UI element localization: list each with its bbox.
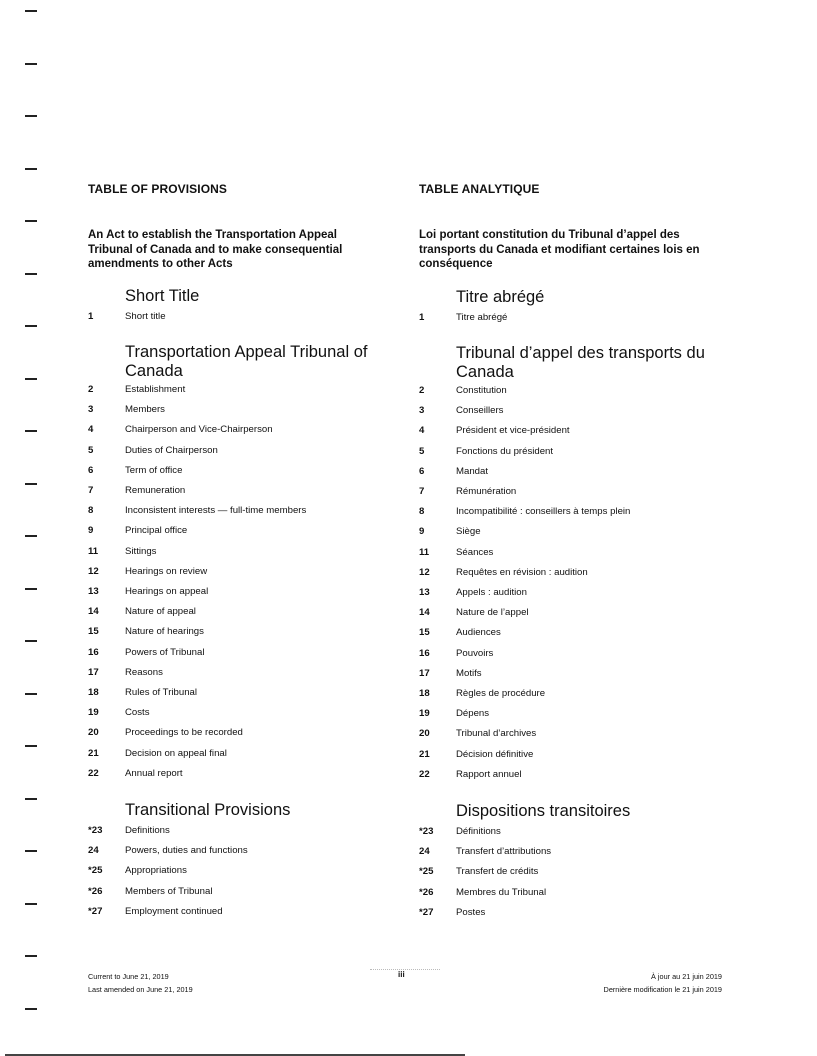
provision-number: *25 bbox=[88, 865, 103, 877]
provision-number: 21 bbox=[88, 747, 99, 759]
provision-label[interactable]: Appropriations bbox=[125, 865, 187, 877]
provision-label[interactable]: Employment continued bbox=[125, 905, 223, 917]
provision-number: 14 bbox=[88, 606, 99, 618]
provision-label[interactable]: Incompatibilité : conseillers à temps plein bbox=[456, 506, 631, 518]
provision-number: 1 bbox=[88, 311, 94, 322]
provision-label[interactable]: Definitions bbox=[125, 825, 170, 836]
provision-label[interactable]: Rémunération bbox=[456, 486, 517, 497]
current-to-date: À jour au 21 juin 2019 bbox=[651, 972, 722, 981]
provision-number: *26 bbox=[88, 885, 103, 897]
provision-label[interactable]: Dépens bbox=[456, 708, 490, 720]
provision-number: 6 bbox=[88, 464, 94, 476]
provision-label[interactable]: Appels : audition bbox=[456, 587, 527, 598]
margin-tick bbox=[25, 850, 37, 852]
provision-label[interactable]: Annual report bbox=[125, 767, 183, 779]
provision-label[interactable]: Transfert d’attributions bbox=[456, 846, 552, 858]
provision-number: 19 bbox=[88, 707, 99, 719]
provision-label[interactable]: Requêtes en révision : audition bbox=[456, 566, 588, 578]
provision-label[interactable]: Remuneration bbox=[125, 485, 186, 496]
english-footer bbox=[88, 970, 193, 996]
provision-label[interactable]: Nature de l’appel bbox=[456, 607, 529, 619]
provision-number: 11 bbox=[88, 545, 99, 557]
provision-number: 2 bbox=[88, 384, 94, 395]
provision-number: 12 bbox=[88, 565, 99, 577]
provision-number: 4 bbox=[88, 424, 94, 436]
provision-number: 13 bbox=[88, 586, 99, 597]
english-section-title: Short Title bbox=[125, 287, 200, 305]
provision-number: 20 bbox=[88, 727, 99, 739]
provision-label[interactable]: Titre abrégé bbox=[456, 312, 508, 323]
provision-number: 17 bbox=[88, 666, 99, 678]
provision-label[interactable]: Nature of hearings bbox=[125, 626, 204, 638]
provision-label[interactable]: Powers of Tribunal bbox=[125, 646, 205, 658]
provision-label[interactable]: Duties of Chairperson bbox=[125, 444, 218, 456]
provision-number: 7 bbox=[88, 485, 94, 496]
provision-number: 6 bbox=[419, 465, 425, 477]
provision-label[interactable]: Définitions bbox=[456, 826, 501, 837]
provision-label[interactable]: Chairperson and Vice-Chairperson bbox=[125, 424, 273, 436]
provision-label[interactable]: Reasons bbox=[125, 666, 163, 678]
english-act-title: An Act to establish the Transportation Appeal Tribunal of Canada and to make consequential amendments to other Acts bbox=[88, 229, 343, 270]
english-heading: TABLE OF PROVISIONS bbox=[88, 182, 228, 196]
margin-tick bbox=[25, 378, 37, 380]
provision-number: 18 bbox=[419, 688, 430, 699]
margin-tick bbox=[25, 955, 37, 957]
provision-label[interactable]: Fonctions du président bbox=[456, 445, 554, 457]
provision-label[interactable]: Pouvoirs bbox=[456, 647, 494, 659]
provision-label[interactable]: Proceedings to be recorded bbox=[125, 727, 243, 739]
provision-number: 8 bbox=[419, 506, 425, 518]
margin-tick bbox=[25, 63, 37, 65]
margin-tick bbox=[25, 798, 37, 800]
provision-label[interactable]: Short title bbox=[125, 311, 166, 322]
page-number-rule bbox=[370, 969, 440, 970]
french-heading: TABLE ANALYTIQUE bbox=[419, 182, 540, 196]
last-amended-date: Last amended on June 21, 2019 bbox=[88, 985, 193, 994]
provision-number: 1 bbox=[419, 312, 425, 323]
french-footer bbox=[604, 970, 722, 996]
provision-number: 13 bbox=[419, 587, 430, 598]
provision-number: 5 bbox=[419, 445, 425, 457]
margin-tick bbox=[25, 640, 37, 642]
provision-number: 9 bbox=[419, 526, 425, 538]
margin-tick bbox=[25, 168, 37, 170]
provision-number: 15 bbox=[88, 626, 99, 638]
margin-tick bbox=[25, 273, 37, 275]
french-section-title: Dispositions transitoires bbox=[456, 802, 631, 820]
provision-number: 11 bbox=[419, 546, 430, 558]
provision-label[interactable]: Siège bbox=[456, 526, 481, 538]
provision-number: 3 bbox=[419, 405, 425, 417]
provision-label[interactable]: Rapport annuel bbox=[456, 768, 522, 780]
provision-label[interactable]: Membres du Tribunal bbox=[456, 886, 547, 898]
provision-number: 5 bbox=[88, 444, 94, 456]
provision-number: 18 bbox=[88, 687, 99, 698]
provision-number: 9 bbox=[88, 525, 94, 537]
provision-number: 2 bbox=[419, 385, 425, 396]
provision-number: 3 bbox=[88, 404, 94, 416]
margin-tick bbox=[25, 115, 37, 117]
provision-label[interactable]: Conseillers bbox=[456, 405, 504, 417]
margin-tick bbox=[25, 588, 37, 590]
provision-number: 12 bbox=[419, 566, 430, 578]
provision-number: 24 bbox=[88, 845, 99, 857]
provision-label[interactable]: Président et vice-président bbox=[456, 425, 570, 437]
provision-number: 17 bbox=[419, 667, 430, 679]
provision-number: *23 bbox=[88, 825, 103, 836]
provision-label[interactable]: Members of Tribunal bbox=[125, 885, 213, 897]
provision-number: 16 bbox=[419, 647, 430, 659]
english-section-title: Transitional Provisions bbox=[125, 801, 291, 819]
provision-label[interactable]: Term of office bbox=[125, 464, 183, 476]
english-section-title: Transportation Appeal Tribunal of Canada bbox=[125, 343, 368, 380]
provision-label[interactable]: Nature of appeal bbox=[125, 606, 196, 618]
margin-tick bbox=[25, 483, 37, 485]
provision-number: *23 bbox=[419, 826, 434, 837]
provision-label[interactable]: Règles de procédure bbox=[456, 688, 546, 699]
provision-label[interactable]: Postes bbox=[456, 906, 486, 918]
provision-label[interactable]: Constitution bbox=[456, 385, 507, 396]
margin-tick bbox=[25, 1008, 37, 1010]
provision-number: 20 bbox=[419, 728, 430, 740]
margin-tick bbox=[25, 430, 37, 432]
margin-tick bbox=[25, 10, 37, 12]
provision-number: 22 bbox=[88, 767, 99, 779]
margin-tick bbox=[25, 745, 37, 747]
french-section-title: Tribunal d’appel des transports du Canada bbox=[456, 344, 705, 381]
last-amended-date: Dernière modification le 21 juin 2019 bbox=[603, 985, 722, 994]
provision-number: *25 bbox=[419, 866, 434, 878]
provision-number: 7 bbox=[419, 486, 425, 497]
margin-tick bbox=[25, 693, 37, 695]
french-section-title: Titre abrégé bbox=[456, 288, 545, 306]
provision-number: 24 bbox=[419, 846, 430, 858]
provision-number: *27 bbox=[88, 905, 103, 917]
provision-number: *26 bbox=[419, 886, 434, 898]
margin-tick bbox=[25, 535, 37, 537]
margin-tick bbox=[25, 325, 37, 327]
provision-label[interactable]: Décision définitive bbox=[456, 748, 534, 760]
provision-number: 16 bbox=[88, 646, 99, 658]
provision-label[interactable]: Hearings on review bbox=[125, 565, 208, 577]
provision-number: 14 bbox=[419, 607, 430, 619]
provision-number: 15 bbox=[419, 627, 430, 639]
provision-label[interactable]: Establishment bbox=[125, 384, 186, 395]
provision-label[interactable]: Rules of Tribunal bbox=[125, 687, 197, 698]
provision-label[interactable]: Powers, duties and functions bbox=[125, 845, 248, 857]
provision-number: 22 bbox=[419, 768, 430, 780]
provision-label[interactable]: Mandat bbox=[456, 465, 488, 477]
provision-label[interactable]: Inconsistent interests — full-time members bbox=[125, 505, 307, 517]
provision-label[interactable]: Members bbox=[125, 404, 165, 416]
provision-label[interactable]: Tribunal d’archives bbox=[456, 728, 537, 740]
provision-label[interactable]: Transfert de crédits bbox=[456, 866, 539, 878]
french-act-title: Loi portant constitution du Tribunal d’appel des transports du Canada et modifiant certaines lois en conséquence bbox=[419, 229, 700, 270]
margin-tick bbox=[25, 220, 37, 222]
provision-number: 21 bbox=[419, 748, 430, 760]
provision-label[interactable]: Decision on appeal final bbox=[125, 747, 227, 759]
provision-label[interactable]: Séances bbox=[456, 546, 494, 558]
provision-label[interactable]: Sittings bbox=[125, 545, 157, 557]
provision-label[interactable]: Costs bbox=[125, 707, 150, 719]
provision-number: *27 bbox=[419, 906, 434, 918]
provision-label[interactable]: Principal office bbox=[125, 525, 188, 537]
page-number: iii bbox=[398, 970, 405, 979]
provision-number: 8 bbox=[88, 505, 94, 517]
provision-label[interactable]: Audiences bbox=[456, 627, 501, 639]
provision-number: 4 bbox=[419, 425, 425, 437]
provision-label[interactable]: Motifs bbox=[456, 667, 482, 679]
provision-label[interactable]: Hearings on appeal bbox=[125, 586, 209, 597]
margin-tick bbox=[25, 903, 37, 905]
provision-number: 19 bbox=[419, 708, 430, 720]
current-to-date: Current to June 21, 2019 bbox=[88, 972, 169, 981]
